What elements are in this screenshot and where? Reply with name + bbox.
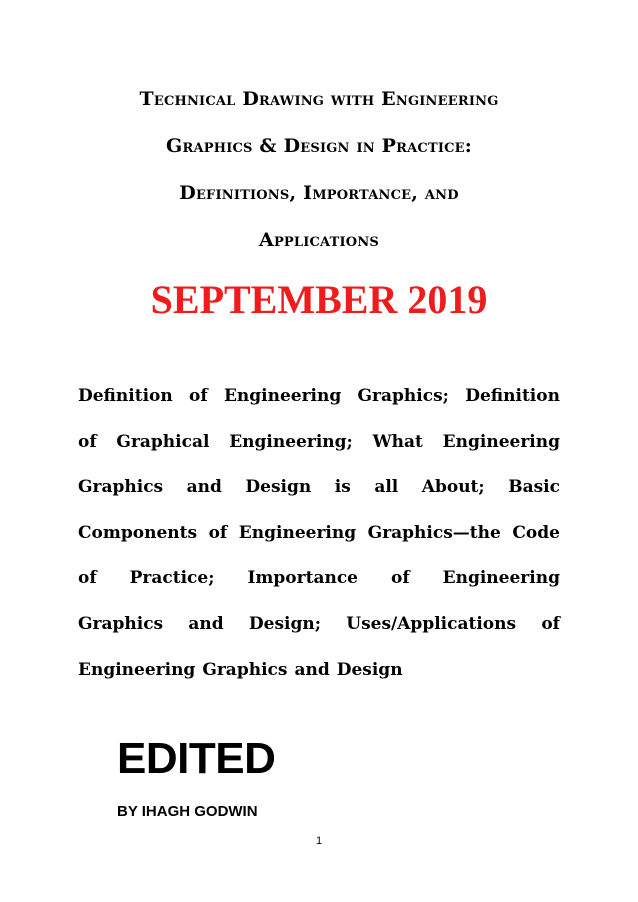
summary-word: Engineering bbox=[238, 522, 357, 543]
summary-line-2 bbox=[78, 420, 560, 466]
summary-word: What bbox=[372, 431, 423, 452]
summary-word: Engineering bbox=[442, 568, 560, 589]
document-title bbox=[60, 76, 578, 264]
summary-line-1 bbox=[78, 374, 560, 420]
summary-word: Design; bbox=[248, 613, 321, 634]
summary-word: Basic bbox=[508, 477, 560, 498]
summary-word: is bbox=[334, 477, 351, 498]
summary-word: and bbox=[186, 477, 222, 498]
summary-word: and bbox=[294, 659, 330, 680]
summary-word: Practice; bbox=[129, 568, 215, 589]
summary-word: Engineering bbox=[442, 431, 560, 452]
page-number: 1 bbox=[315, 835, 323, 847]
title-line-3: Definitions, Importance, and bbox=[179, 182, 459, 204]
summary-line-3 bbox=[78, 465, 560, 511]
summary-word: Design bbox=[245, 477, 312, 498]
summary-word: all bbox=[374, 477, 399, 498]
summary-word: Code bbox=[512, 522, 560, 543]
summary-word: Engineering bbox=[223, 386, 342, 406]
title-line-2: Graphics & Design in Practice: bbox=[166, 135, 472, 157]
summary-word: and bbox=[188, 613, 224, 634]
summary-word: Definition bbox=[465, 386, 560, 406]
summary-word: Design bbox=[336, 659, 403, 680]
author-byline: BY IHAGH GODWIN bbox=[117, 803, 258, 820]
publication-date: SEPTEMBER 2019 bbox=[150, 277, 488, 322]
summary-word: of bbox=[78, 431, 97, 452]
summary-word: Graphics; bbox=[357, 386, 449, 406]
summary-word: Graphics—the bbox=[367, 522, 501, 543]
summary-word: of bbox=[541, 613, 560, 634]
summary-word: of bbox=[78, 568, 97, 589]
summary-word: Graphical bbox=[116, 431, 210, 452]
summary-word: Definition bbox=[78, 386, 173, 406]
title-line-1: Technical Drawing with Engineering bbox=[139, 88, 499, 110]
summary-line-7 bbox=[78, 648, 560, 694]
summary-word: Graphics bbox=[78, 613, 164, 634]
summary-word: of bbox=[208, 522, 228, 543]
summary-word: Graphics bbox=[78, 477, 164, 498]
title-line-4: Applications bbox=[259, 229, 379, 251]
summary-word: Graphics bbox=[202, 659, 288, 680]
summary-paragraph bbox=[78, 374, 560, 693]
summary-word: Engineering; bbox=[229, 431, 353, 452]
summary-word: Uses/Applications bbox=[346, 613, 517, 634]
summary-word: About; bbox=[421, 477, 485, 498]
edited-label: EDITED bbox=[117, 734, 276, 783]
summary-line-4 bbox=[78, 511, 560, 557]
summary-word: Components bbox=[78, 522, 198, 543]
summary-word: Engineering bbox=[78, 659, 196, 680]
summary-word: Importance bbox=[247, 568, 359, 589]
summary-line-6 bbox=[78, 602, 560, 648]
summary-word: of bbox=[189, 386, 208, 406]
summary-word: of bbox=[391, 568, 410, 589]
summary-line-5 bbox=[78, 556, 560, 602]
